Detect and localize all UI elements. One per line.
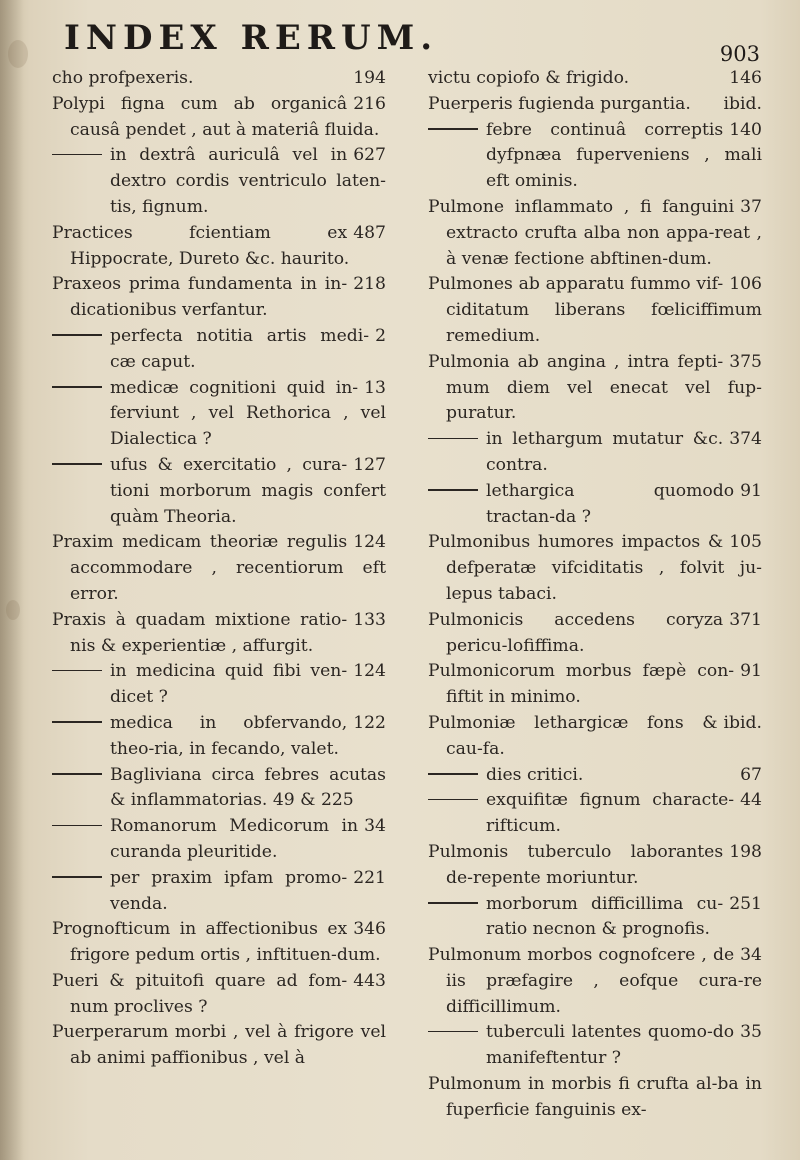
repeat-dash (52, 154, 102, 156)
page-number: 903 (719, 42, 760, 66)
repeat-dash (428, 438, 478, 440)
entry-text: Praxis à quadam mixtione ratio-nis & experientiæ , affurgit. (52, 609, 348, 656)
index-entry (428, 608, 762, 660)
page-reference: 127 (353, 454, 386, 475)
entry-text: Pulmonis tuberculo laborantes de-repente moriuntur. (428, 841, 724, 888)
entry-text: Praxeos prima fundamenta in in-dicationibus verfantur. (52, 274, 348, 321)
page-reference: 91 (740, 661, 762, 682)
page-reference: 91 (740, 480, 762, 501)
entry-text: in dextrâ auriculâ vel in dextro cordis ventriculo laten-tis, fignum. (110, 145, 386, 217)
index-subentry (52, 763, 386, 815)
page-reference: 374 (729, 429, 762, 450)
entry-text: Pulmonicorum morbus fæpè con-fiftit in minimo. (428, 661, 735, 708)
page-reference: 216 (353, 93, 386, 114)
index-subentry (52, 143, 386, 220)
index-entry (52, 608, 386, 660)
entry-text: medicæ cognitioni quid in-ferviunt , vel Rethorica , vel Dialectica ? (110, 377, 386, 450)
index-subentry (428, 1020, 762, 1072)
index-entry (428, 711, 762, 763)
index-entry (428, 530, 762, 607)
entry-text: medica in obfervando, theo-ria, in fecando, valet. (110, 712, 348, 759)
entry-text: per praxim ipfam promo-venda. (110, 867, 348, 914)
repeat-dash (428, 902, 478, 904)
page-reference: 487 (353, 222, 386, 243)
index-entry (428, 92, 762, 118)
page-reference: 375 (729, 351, 762, 372)
entry-text: Pulmone inflammato , fi fanguini extracto crufta alba non appa-reat , à venæ fectione abftinen-dum. (428, 196, 762, 269)
page-reference: 221 (353, 867, 386, 888)
index-subentry (428, 892, 762, 944)
page-reference: 106 (729, 274, 762, 295)
repeat-dash (52, 670, 102, 672)
page-reference: 35 (740, 1022, 762, 1043)
page-reference: 122 (353, 712, 386, 733)
page-reference: 34 (740, 945, 762, 966)
page-reference: 34 (364, 816, 386, 837)
entry-text: Pulmonicis accedens coryza pericu-lofiffima. (428, 609, 724, 656)
index-entry (428, 66, 762, 92)
page-reference: 443 (353, 970, 386, 991)
entry-text: Praxim medicam theoriæ regulis accommodare , recentiorum eft error. (52, 532, 386, 604)
entry-text: Puerperarum morbi , vel à frigore vel ab animi paffionibus , vel à (52, 1022, 386, 1069)
repeat-dash (428, 128, 478, 130)
repeat-dash (52, 463, 102, 465)
page-reference: 146 (729, 68, 762, 88)
page-reference: 198 (729, 841, 762, 862)
entry-text: Pulmonum morbos cognofcere , de iis præfagire , eofque cura-re difficillimum. (428, 945, 762, 1017)
page-reference: 218 (353, 274, 386, 295)
entry-text: Pulmonum in morbis fi crufta al-ba in fuperficie fanguinis ex- (428, 1074, 762, 1120)
index-entry (52, 1020, 386, 1072)
page-reference: 251 (729, 893, 762, 914)
page-reference: 44 (740, 790, 762, 811)
page-header (0, 18, 800, 66)
page-gutter-shadow (0, 0, 24, 1160)
page-reference: 133 (353, 609, 386, 630)
entry-text: exquifitæ fignum characte-rifticum. (486, 790, 735, 837)
repeat-dash (52, 386, 102, 388)
page-reference: ibid. (723, 712, 762, 733)
paper-stain (6, 600, 20, 620)
index-entry (428, 840, 762, 892)
index-subentry (52, 866, 386, 918)
entry-text: tuberculi latentes quomo-do manifeftentur ? (486, 1022, 735, 1069)
entry-text: in medicina quid fibi ven-dicet ? (110, 661, 348, 708)
entry-text: in lethargum mutatur &c. contra. (486, 429, 724, 475)
repeat-dash (52, 721, 102, 723)
repeat-dash (52, 334, 102, 336)
index-subentry (428, 763, 762, 789)
entry-text: Prognofticum in affectionibus ex frigore pedum ortis , inftituen-dum. (52, 919, 381, 966)
index-entry (52, 221, 386, 273)
entry-text: Pueri & pituitofi quare ad fom-num proclives ? (52, 970, 348, 1017)
index-entry (428, 272, 762, 349)
index-entry (428, 943, 762, 1020)
left-index-column (52, 66, 386, 1072)
index-subentry (52, 814, 386, 866)
index-entry (52, 969, 386, 1021)
page-reference: 37 (740, 196, 762, 217)
page-reference: 67 (740, 764, 762, 785)
index-entry (52, 92, 386, 144)
index-entry (52, 66, 386, 92)
page-reference: ibid. (723, 93, 762, 114)
index-subentry (428, 427, 762, 479)
entry-text: cho profpexeris. (52, 68, 194, 88)
index-entry (428, 195, 762, 272)
page-reference: 346 (353, 919, 386, 940)
entry-text: Bagliviana circa febres acutas & inflammatorias. 49 & 225 (110, 764, 386, 811)
index-entry (428, 659, 762, 711)
right-index-column (428, 66, 762, 1124)
page-reference: 194 (353, 68, 386, 88)
index-entry (428, 350, 762, 427)
repeat-dash (428, 1031, 478, 1033)
entry-text: ufus & exercitatio , cura-tioni morborum magis confert quàm Theoria. (110, 454, 386, 527)
page-reference: 140 (729, 119, 762, 140)
index-subentry (52, 453, 386, 530)
entry-text: Practices fcientiam ex Hippocrate, Dureto &c. haurito. (52, 222, 350, 269)
index-entry (428, 1072, 762, 1124)
entry-text: lethargica quomodo tractan-da ? (486, 480, 735, 527)
page-reference: 2 (375, 325, 386, 346)
repeat-dash (428, 773, 478, 775)
index-subentry (52, 711, 386, 763)
index-subentry (52, 376, 386, 453)
index-subentry (428, 479, 762, 531)
index-entry (52, 530, 386, 607)
running-title: INDEX RERUM. (64, 18, 439, 58)
index-subentry (428, 118, 762, 195)
repeat-dash (428, 489, 478, 491)
page-reference: 124 (353, 532, 386, 553)
index-entry (52, 917, 386, 969)
repeat-dash (52, 876, 102, 878)
index-entry (52, 272, 386, 324)
entry-text: Romanorum Medicorum in curanda pleuritide. (110, 816, 359, 862)
index-subentry (428, 788, 762, 840)
index-subentry (52, 324, 386, 376)
page-reference: 13 (364, 377, 386, 398)
entry-text: perfecta notitia artis medi-cæ caput. (110, 325, 370, 372)
page-reference: 371 (729, 609, 762, 630)
entry-text: victu copiofo & frigido. (428, 68, 630, 88)
repeat-dash (52, 825, 102, 827)
entry-text: Polypi figna cum ab organicâ causâ pendet , aut à materiâ fluida. (52, 93, 380, 140)
entry-text: febre continuâ correptis dyfpnæa fuperveniens , mali eft ominis. (486, 119, 762, 192)
entry-text: Pulmones ab apparatu fummo vif-ciditatum liberans fœliciffimum remedium. (428, 274, 762, 346)
entry-text: dies critici. (486, 764, 584, 785)
repeat-dash (52, 773, 102, 775)
page-reference: 124 (353, 661, 386, 682)
entry-text: Puerperis fugienda purgantia. (428, 93, 691, 114)
page-reference: 627 (353, 145, 386, 166)
index-subentry (52, 659, 386, 711)
repeat-dash (428, 799, 478, 801)
entry-text: Pulmoniæ lethargicæ fons & cau-fa. (428, 712, 718, 759)
entry-text: morborum difficillima cu-ratio necnon & prognofis. (486, 893, 724, 940)
page-reference: 105 (729, 532, 762, 553)
entry-text: Pulmonia ab angina , intra fepti-mum diem vel enecat vel fup-puratur. (428, 351, 762, 424)
entry-text: Pulmonibus humores impactos & defperatæ vifciditatis , folvit ju-lepus tabaci. (428, 532, 762, 604)
